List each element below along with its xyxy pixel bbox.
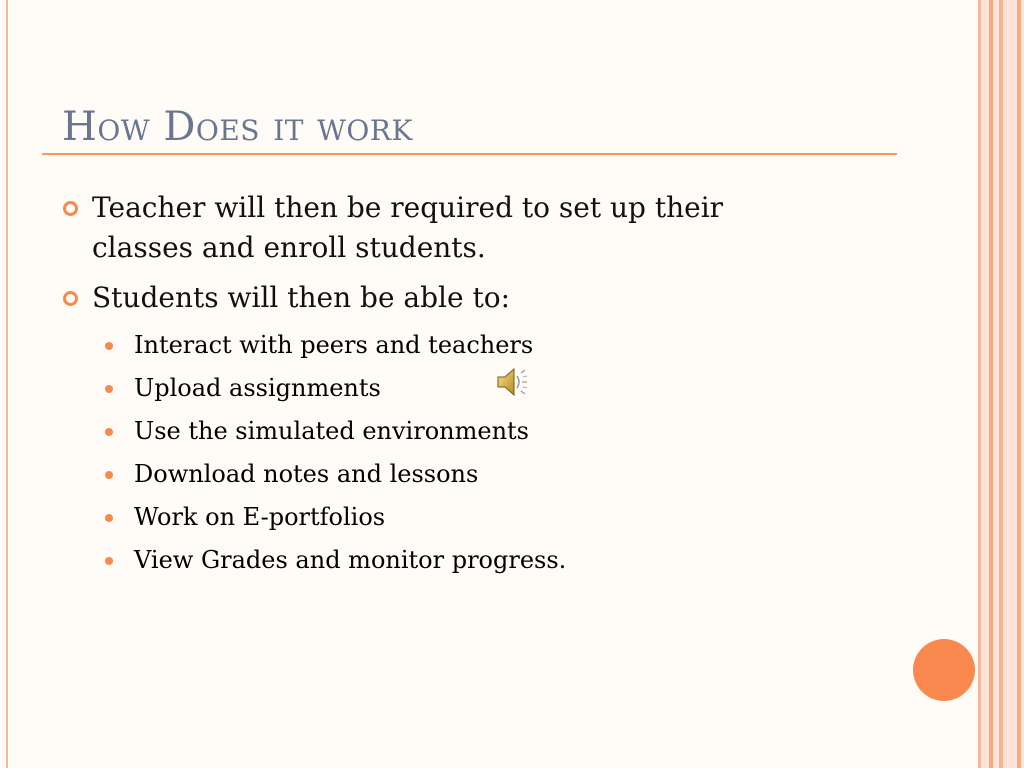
right-stripe xyxy=(1003,0,1017,768)
ring-bullet-icon xyxy=(63,291,78,306)
bullet-text: Students will then be able to: xyxy=(92,281,511,314)
bullet-item xyxy=(62,278,822,318)
sub-bullet-list xyxy=(62,324,566,582)
slide-title: How Does it work xyxy=(62,104,413,150)
sub-bullet-text: Upload assignments xyxy=(134,374,381,402)
sub-bullet-text: Use the simulated environments xyxy=(134,417,529,445)
sub-bullet-text: Download notes and lessons xyxy=(134,460,479,488)
sub-bullet-item xyxy=(62,410,566,453)
bullet-item xyxy=(62,188,822,268)
sub-bullet-text: View Grades and monitor progress. xyxy=(134,546,567,574)
dot-bullet-icon xyxy=(105,471,113,479)
sub-bullet-text: Work on E-portfolios xyxy=(134,503,386,531)
sub-bullet-item xyxy=(62,539,566,582)
dot-bullet-icon xyxy=(105,385,113,393)
left-border-line xyxy=(6,0,8,768)
sub-bullet-item xyxy=(62,324,566,367)
speaker-icon[interactable] xyxy=(494,364,530,400)
sub-bullet-item xyxy=(62,496,566,539)
right-stripe xyxy=(981,0,989,768)
dot-bullet-icon xyxy=(105,342,113,350)
sub-bullet-text: Interact with peers and teachers xyxy=(134,331,534,359)
dot-bullet-icon xyxy=(105,557,113,565)
bullet-text: Teacher will then be required to set up their classes and enroll students. xyxy=(92,191,724,264)
sub-bullet-item xyxy=(62,367,566,410)
title-underline xyxy=(42,153,897,155)
dot-bullet-icon xyxy=(105,428,113,436)
sub-bullet-item xyxy=(62,453,566,496)
slide-content xyxy=(62,188,822,318)
ring-bullet-icon xyxy=(63,201,78,216)
dot-bullet-icon xyxy=(105,514,113,522)
decorative-circle xyxy=(913,639,975,701)
